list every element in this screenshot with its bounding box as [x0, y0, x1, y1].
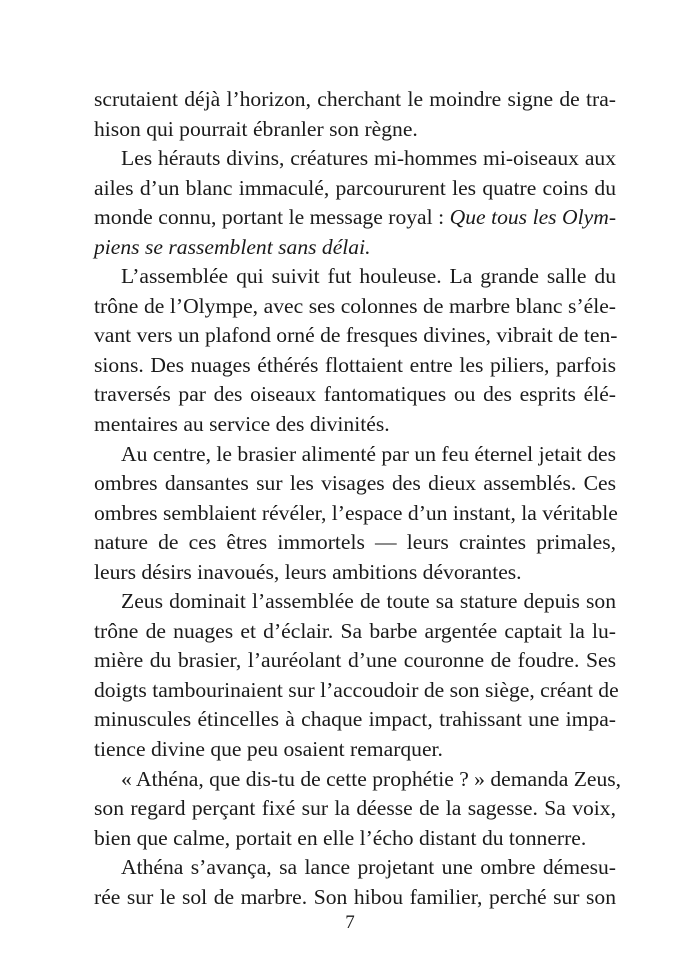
italic-text: piens se rassemblent sans délai. [94, 234, 371, 259]
text-line: bien que calme, portait en elle l’écho distant du tonnerre. [94, 825, 587, 850]
page-number: 7 [345, 912, 355, 933]
text-segment: monde connu, portant le message royal : [94, 205, 450, 230]
text-line: doigts tambourinaient sur l’accoudoir de son siège, créant de [94, 677, 619, 702]
text-line: tience divine que peu osaient remarquer. [94, 737, 443, 762]
text-line: ailes d’un blanc immaculé, parcoururent les quatre coins du [94, 175, 616, 200]
text-line: son regard perçant fixé sur la déesse de la sagesse. Sa voix, [94, 796, 616, 821]
text-line [94, 233, 616, 263]
text-line [94, 203, 616, 233]
text-line: Zeus dominait l’assemblée de toute sa stature depuis son [121, 589, 616, 614]
text-line: rée sur le sol de marbre. Son hibou familier, perché sur son [94, 884, 616, 909]
text-line: trône de l’Olympe, avec ses colonnes de marbre blanc s’éle- [94, 293, 616, 318]
text-line: ombres semblaient révéler, l’espace d’un instant, la véritable [94, 500, 618, 525]
text-line: ombres dansantes sur les visages des dieux assemblés. Ces [94, 471, 616, 496]
text-line: trône de nuages et d’éclair. Sa barbe argentée captait la lu- [94, 618, 616, 643]
text-line: minuscules étincelles à chaque impact, trahissant une impa- [94, 707, 616, 732]
text-line: « Athéna, que dis-tu de cette prophétie ? » demanda Zeus, [121, 766, 622, 791]
text-line: vant vers un plafond orné de fresques divines, vibrait de ten- [94, 323, 618, 348]
text-line: hison qui pourrait ébranler son règne. [94, 116, 418, 141]
text-line: Au centre, le brasier alimenté par un feu éternel jetait des [121, 441, 616, 466]
text-line: nature de ces êtres immortels — leurs craintes primales, [94, 530, 616, 555]
text-line: sions. Des nuages éthérés flottaient entre les piliers, parfois [94, 352, 616, 377]
text-line: leurs désirs inavoués, leurs ambitions dévorantes. [94, 559, 522, 584]
text-line: L’assemblée qui suivit fut houleuse. La grande salle du [121, 264, 616, 289]
text-line: scrutaient déjà l’horizon, cherchant le moindre signe de tra- [94, 87, 616, 111]
italic-text: Que tous les Olym- [449, 205, 617, 230]
text-line: mentaires au service des divinités. [94, 412, 390, 437]
text-line: traversés par des oiseaux fantomatiques ou des esprits élé- [94, 382, 616, 407]
text-line: Les hérauts divins, créatures mi-hommes mi-oiseaux aux [121, 146, 616, 171]
body-text [94, 85, 622, 912]
text-line: Athéna s’avança, sa lance projetant une ombre démesu- [121, 855, 616, 880]
text-line: mière du brasier, l’auréolant d’une couronne de foudre. Ses [94, 648, 616, 673]
